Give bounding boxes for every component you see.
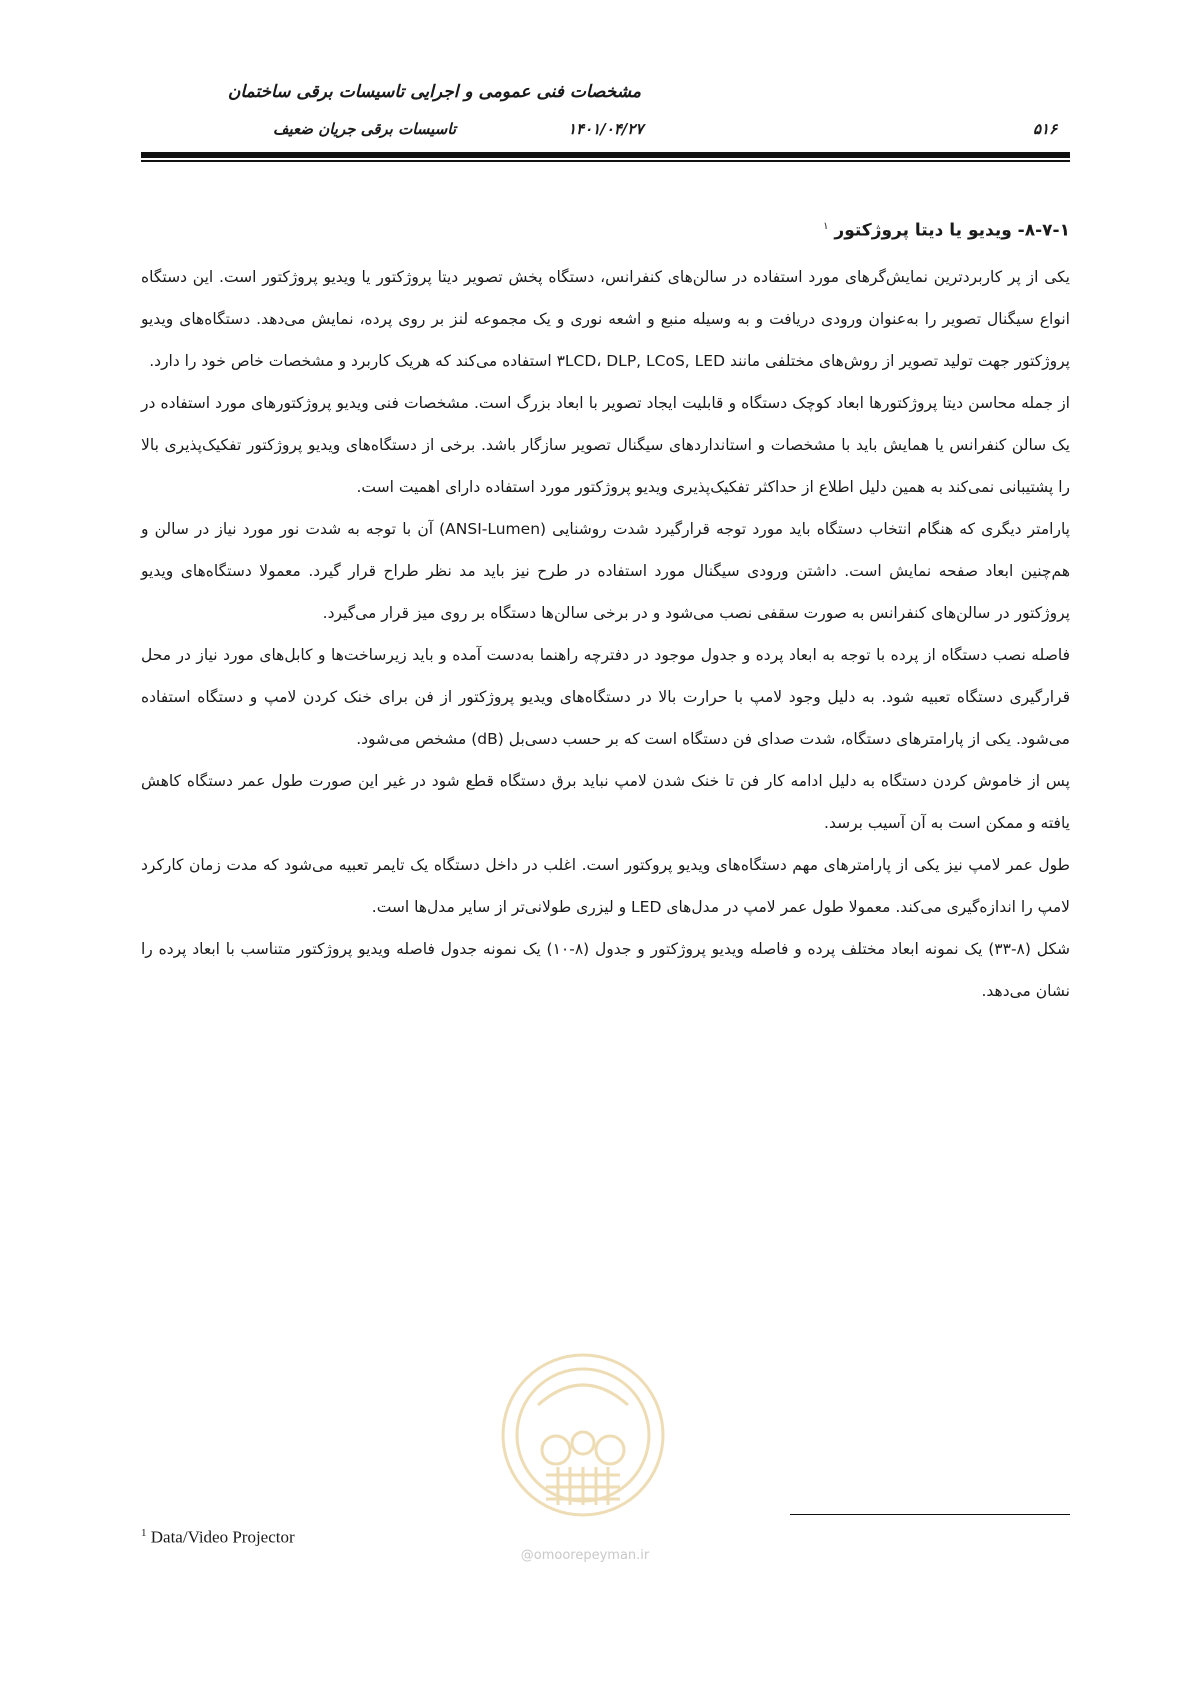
document-date: ۱۴۰۱/۰۴/۲۷ [568, 120, 644, 138]
footnote [141, 1527, 295, 1548]
watermark-url: @omoorepeyman.ir [520, 1548, 650, 1563]
footnote-text: Data/Video Projector [150, 1527, 295, 1547]
footnote-reference: ۱ [823, 221, 829, 232]
footnote-rule [790, 1514, 1070, 1515]
section-heading [141, 212, 1070, 246]
paragraph: طول عمر لامپ نیز یکی از پارامترهای مهم دستگاه‌های ویدیو پروکتور است. اغلب در داخل دستگاه یک تایمر تعبیه می‌شود که مدت زمان کارکرد لامپ را اندازه‌گیری می‌کند. معمولا طول عمر لامپ در مدل‌های LED و لیزری طولانی‌تر از سایر مدل‌ها است. [141, 855, 1070, 916]
footnote-number: 1 [141, 1527, 147, 1539]
header-rule-thick [141, 152, 1070, 158]
header-rule-thin [141, 160, 1070, 162]
paragraph: شکل (۸-۳۳) یک نمونه ابعاد مختلف پرده و فاصله ویدیو پروژکتور و جدول (۸-۱۰) یک نمونه جدول فاصله ویدیو پروژکتور متناسب با ابعاد پرده را نشان می‌دهد. [141, 939, 1070, 1000]
paragraph: از جمله محاسن دیتا پروژکتورها ابعاد کوچک دستگاه و قابلیت ایجاد تصویر با ابعاد بزرگ است. مشخصات فنی ویدیو پروژکتورهای مورد استفاده در یک سالن کنفرانس یا همایش باید با مشخصات و استانداردهای سیگنال تصویر سازگار باشد. برخی از دستگاه‌های ویدیو پروژکتور تفکیک‌پذیری بالا را پشتیبانی نمی‌کند به همین دلیل اطلاع از حداکثر تفکیک‌پذیری ویدیو پروژکتور مورد استفاده دارای اهمیت است. [141, 393, 1070, 496]
paragraph: پارامتر دیگری که هنگام انتخاب دستگاه باید مورد توجه قرارگیرد شدت روشنایی (ANSI-Lumen) آن با توجه به شدت نور مورد نیاز در سالن و هم‌چنین ابعاد صفحه نمایش است. داشتن ورودی سیگنال مورد استفاده در طرح نیز باید مد نظر طراح قرار گیرد. معمولا دستگاه‌های ویدیو پروژکتور در سالن‌های کنفرانس به صورت سقفی نصب می‌شود و در برخی سالن‌ها دستگاه بر روی میز قرار می‌گیرد. [141, 519, 1070, 622]
paragraph: فاصله نصب دستگاه از پرده با توجه به ابعاد پرده و جدول موجود در دفترچه راهنما به‌دست آمده و باید زیرساخت‌ها و کابل‌های مورد نیاز در محل قرارگیری دستگاه تعبیه شود. به دلیل وجود لامپ با حرارت بالا در دستگاه‌های ویدیو پروژکتور از فن برای خنک کردن لامپ و دستگاه استفاده می‌شود. یکی از پارامترهای دستگاه، شدت صدای فن دستگاه است که بر حسب دسی‌بل (dB) مشخص می‌شود. [141, 645, 1070, 748]
section-heading-text: ۸-۷-۱- ویدیو یا دیتا پروژکتور [834, 220, 1070, 241]
document-subtitle: تاسیسات برقی جریان ضعیف [272, 120, 456, 138]
page-number: ۵۱۶ [1033, 120, 1058, 138]
paragraph: یکی از پر کاربردترین نمایش‌گرهای مورد استفاده در سالن‌های کنفرانس، دستگاه پخش تصویر دیتا پروژکتور یا ویدیو پروژکتور است. این دستگاه انواع سیگنال تصویر را به‌عنوان ورودی دریافت و به وسیله منبع و اشعه نوری و یک مجموعه لنز بر روی پرده، نمایش می‌دهد. دستگاه‌های ویدیو پروژکتور جهت تولید تصویر از روش‌های مختلفی مانند ۳LCD، DLP, LCoS, LED استفاده می‌کند که هریک کاربرد و مشخصات خاص خود را دارد. [141, 267, 1070, 370]
header-info-row [0, 120, 1191, 144]
paragraph: پس از خاموش کردن دستگاه به دلیل ادامه کار فن تا خنک شدن لامپ نباید برق دستگاه قطع شود در غیر این صورت طول عمر دستگاه کاهش یافته و ممکن است به آن آسیب برسد. [141, 771, 1070, 832]
page-body [141, 212, 1070, 1012]
watermark-logo [498, 1345, 668, 1525]
document-title: مشخصات فنی عمومی و اجرایی تاسیسات برقی ساختمان [227, 82, 641, 102]
